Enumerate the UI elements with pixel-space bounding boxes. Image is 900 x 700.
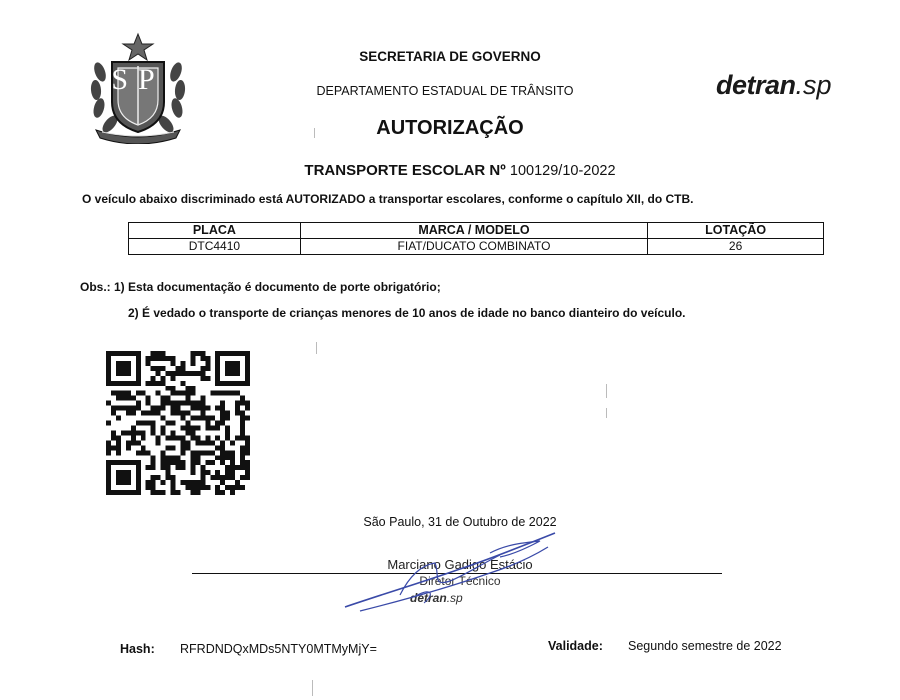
- table-header-row: [129, 223, 824, 239]
- seal-text: SP: [111, 63, 165, 96]
- signature-detran-logo: detran.sp: [410, 591, 463, 605]
- observation-2: 2) É vedado o transporte de crianças menores de 10 anos de idade no banco dianteiro do veículo.: [128, 306, 686, 320]
- departamento-heading: DEPARTAMENTO ESTADUAL DE TRÂNSITO: [316, 84, 574, 98]
- document-title: AUTORIZAÇÃO: [376, 117, 524, 139]
- hash-value: RFRDNDQxMDs5NTY0MTMyMjY=: [180, 642, 377, 656]
- header-placa: PLACA: [129, 223, 301, 239]
- header-lotacao: LOTAÇÃO: [648, 223, 824, 239]
- table-row: [129, 239, 824, 255]
- scan-speck: [312, 680, 313, 696]
- transporte-label: TRANSPORTE ESCOLAR Nº: [304, 162, 506, 179]
- scan-speck: [314, 128, 315, 138]
- authorization-statement: O veículo abaixo discriminado está AUTORIZADO a transportar escolares, conforme o capítulo XII, do CTB.: [82, 192, 694, 206]
- handwritten-signature: [340, 525, 560, 615]
- vehicle-table: [128, 222, 824, 255]
- scan-speck: [606, 384, 607, 398]
- qr-code: [106, 351, 250, 495]
- transporte-escolar-heading: [250, 162, 670, 179]
- header-marca-modelo: MARCA / MODELO: [300, 223, 647, 239]
- qr-finder-pattern: [106, 351, 141, 386]
- transporte-number: 100129/10-2022: [509, 163, 616, 179]
- signer-role: Diretor Técnico: [419, 574, 501, 588]
- validade-label: Validade:: [548, 639, 603, 653]
- observation-1: Obs.: 1) Esta documentação é documento de porte obrigatório;: [80, 280, 441, 294]
- scan-speck: [316, 342, 317, 354]
- secretaria-heading: SECRETARIA DE GOVERNO: [359, 49, 541, 64]
- hash-label: Hash:: [120, 642, 155, 656]
- validade-value: Segundo semestre de 2022: [628, 639, 782, 653]
- qr-finder-pattern: [106, 460, 141, 495]
- cell-lotacao: 26: [648, 239, 824, 255]
- signer-name: Marciano Gadigo Estácio: [387, 557, 533, 572]
- cell-modelo: FIAT/DUCATO COMBINATO: [300, 239, 647, 255]
- scan-speck: [606, 408, 607, 418]
- cell-placa: DTC4410: [129, 239, 301, 255]
- detran-sp-logo: detran.sp: [716, 70, 832, 100]
- qr-finder-pattern: [215, 351, 250, 386]
- signature-date: São Paulo, 31 de Outubro de 2022: [363, 515, 557, 529]
